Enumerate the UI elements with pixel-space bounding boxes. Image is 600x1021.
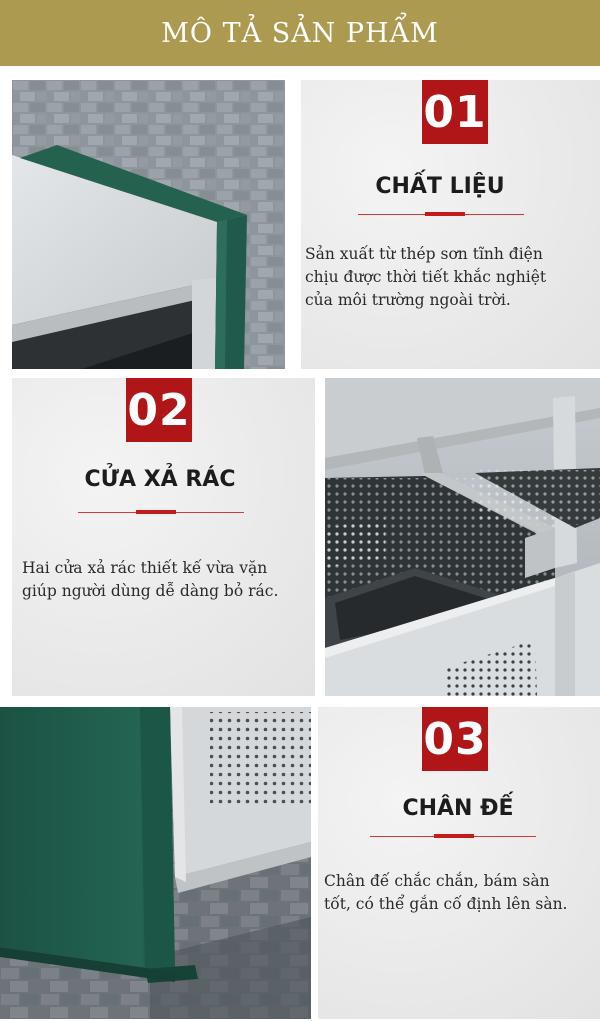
section-description-3 xyxy=(324,870,568,916)
section-title-3: CHÂN ĐẾ xyxy=(402,796,514,821)
section-title-1: CHẤT LIỆU xyxy=(375,174,505,199)
base-photo xyxy=(0,707,311,1019)
description-line: Hai cửa xả rác thiết kế vừa vặn xyxy=(22,559,268,577)
section-number-badge-1: 01 xyxy=(422,80,488,144)
description-line: Chân đế chắc chắn, bám sàn xyxy=(324,872,550,890)
section-number-badge-3: 03 xyxy=(422,707,488,771)
bin-corner-illustration xyxy=(12,80,285,369)
page-title: MÔ TẢ SẢN PHẨM xyxy=(161,17,439,49)
section-description-1 xyxy=(305,243,546,312)
door-photo xyxy=(325,378,600,696)
description-line: tốt, có thể gắn cố định lên sàn. xyxy=(324,895,568,913)
material-photo xyxy=(12,80,285,369)
bin-base-illustration xyxy=(0,707,311,1019)
section-divider-accent-1 xyxy=(425,212,465,216)
bin-openings-illustration xyxy=(325,378,600,696)
description-line: Sản xuất từ thép sơn tĩnh điện xyxy=(305,245,543,263)
description-line: chịu được thời tiết khắc nghiệt xyxy=(305,268,547,286)
section-title-2: CỬA XẢ RÁC xyxy=(84,467,236,492)
description-line: giúp người dùng dễ dàng bỏ rác. xyxy=(22,582,279,600)
section-divider-accent-3 xyxy=(434,834,474,838)
section-divider-accent-2 xyxy=(136,510,176,514)
description-line: của môi trường ngoài trời. xyxy=(305,291,511,309)
page-header xyxy=(0,0,600,66)
section-description-2 xyxy=(22,557,278,603)
section-number-badge-2: 02 xyxy=(126,378,192,442)
